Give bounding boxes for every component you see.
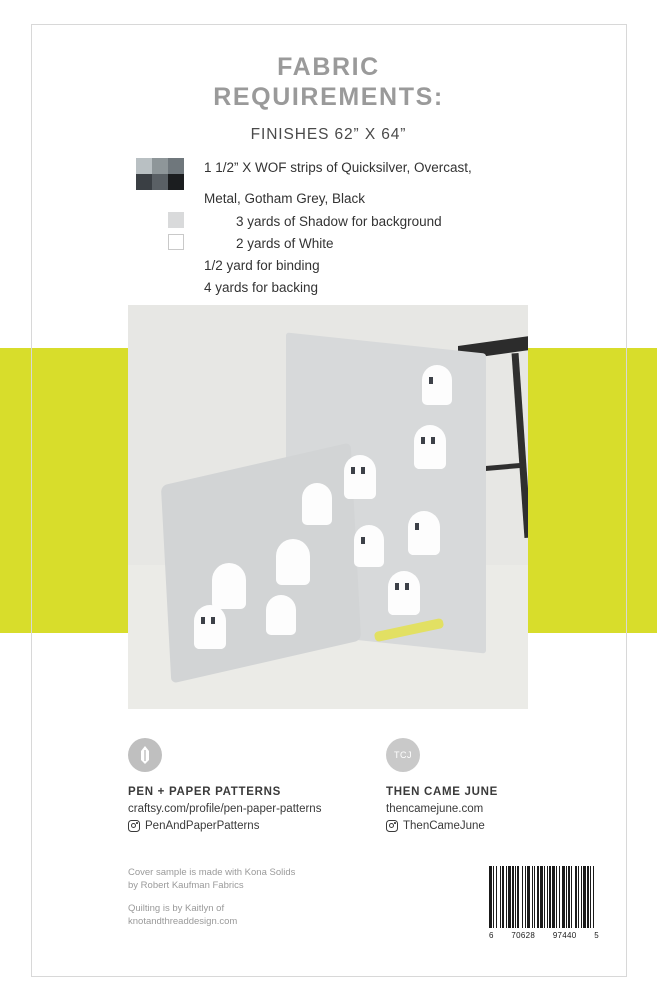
quilt	[156, 343, 486, 673]
color-swatch-mid-grey	[152, 174, 168, 190]
requirement-item-white	[136, 234, 556, 255]
cover-photo	[128, 305, 528, 709]
swatch-group-shadow	[136, 212, 232, 228]
fine-print-line-1: Cover sample is made with Kona Solids	[128, 867, 296, 878]
requirement-text-shadow: 3 yards of Shadow for background	[236, 213, 442, 229]
barcode-bar	[594, 866, 597, 928]
ghost-eye-right	[405, 583, 409, 590]
ghost-block	[422, 365, 452, 405]
requirement-text-strips-line1: 1 1/2” X WOF strips of Quicksilver, Overcast,	[204, 160, 472, 175]
ghost-eye-left	[421, 437, 425, 444]
color-swatch-shadow	[168, 212, 184, 228]
ghost-block	[344, 455, 376, 499]
color-swatch-overcast	[152, 158, 168, 174]
barcode-digit-left: 6	[489, 931, 494, 940]
brand-instagram[interactable]	[128, 820, 321, 832]
then-came-june-logo-icon	[386, 738, 420, 772]
barcode	[489, 866, 599, 940]
ghost-block	[408, 511, 440, 555]
swatch-group-white	[136, 234, 232, 250]
requirement-text-binding: 1/2 yard for binding	[204, 257, 320, 273]
quilt-draped-panel	[161, 442, 361, 683]
swatch-row-bottom	[136, 174, 184, 190]
requirement-item-binding	[136, 256, 556, 277]
title-line-2: REQUIREMENTS:	[213, 83, 444, 111]
barcode-digits-group-2: 97440	[552, 931, 577, 940]
fine-print-line-2: by Robert Kaufman Fabrics	[128, 880, 244, 891]
instagram-handle: PenAndPaperPatterns	[145, 820, 260, 832]
color-swatch-quicksilver	[136, 158, 152, 174]
logo-monogram: TCJ	[394, 750, 412, 760]
brand-url[interactable]: craftsy.com/profile/pen-paper-patterns	[128, 803, 322, 815]
barcode-bars	[489, 866, 599, 928]
finished-size: FINISHES 62” X 64”	[250, 126, 407, 143]
brand-then-came-june	[386, 738, 498, 832]
ghost-eye-left	[429, 377, 433, 384]
ghost-block	[276, 539, 310, 585]
requirement-text-backing: 4 yards for backing	[204, 279, 319, 295]
requirement-text-strips-line2: Metal, Gotham Grey, Black	[204, 191, 366, 206]
brand-name: PEN + PAPER PATTERNS	[128, 786, 281, 798]
color-swatch-metal	[168, 158, 184, 174]
requirement-item-backing	[136, 278, 556, 299]
ghost-block	[212, 563, 246, 609]
requirement-item-strips	[136, 158, 556, 190]
ghost-eye-right	[211, 617, 215, 624]
ghost-block	[266, 595, 296, 635]
ghost-block	[354, 525, 384, 567]
photo-scene	[128, 305, 528, 709]
swatch-group-strips	[136, 158, 200, 190]
barcode-digit-right: 5	[594, 931, 599, 940]
ghost-eye-right	[431, 437, 435, 444]
requirement-text-strips	[200, 158, 472, 179]
barcode-digits-group-1: 70628	[511, 931, 536, 940]
ghost-eye-left	[201, 617, 205, 624]
title-line-1: FABRIC	[277, 53, 380, 81]
ghost-block	[388, 571, 420, 615]
ghost-block	[194, 605, 226, 649]
fine-print	[128, 866, 428, 928]
brand-instagram[interactable]	[386, 820, 498, 832]
color-swatch-gotham-grey	[136, 174, 152, 190]
requirement-text-white: 2 yards of White	[236, 235, 334, 251]
page-title	[0, 52, 657, 144]
ghost-eye-left	[415, 523, 419, 530]
fine-print-line-3: Quilting is by Kaitlyn of	[128, 903, 225, 914]
instagram-icon	[386, 820, 398, 832]
instagram-handle: ThenCameJune	[403, 820, 485, 832]
swatch-row-top	[136, 158, 184, 174]
ghost-eye-left	[351, 467, 355, 474]
pen-paper-logo-icon	[128, 738, 162, 772]
ghost-block	[302, 483, 332, 525]
instagram-icon	[128, 820, 140, 832]
ghost-eye-left	[361, 537, 365, 544]
ghost-eye-right	[361, 467, 365, 474]
fabric-requirements-list	[136, 158, 556, 300]
color-swatch-white	[168, 234, 184, 250]
brand-pen-and-paper-patterns	[128, 738, 321, 832]
ghost-eye-left	[395, 583, 399, 590]
brand-url[interactable]: thencamejune.com	[386, 803, 484, 815]
color-swatch-black	[168, 174, 184, 190]
requirement-item-shadow	[136, 212, 556, 233]
barcode-digits	[489, 931, 599, 940]
fine-print-line-4: knotandthreaddesign.com	[128, 916, 238, 927]
ghost-block	[414, 425, 446, 469]
brand-name: THEN CAME JUNE	[386, 786, 499, 798]
